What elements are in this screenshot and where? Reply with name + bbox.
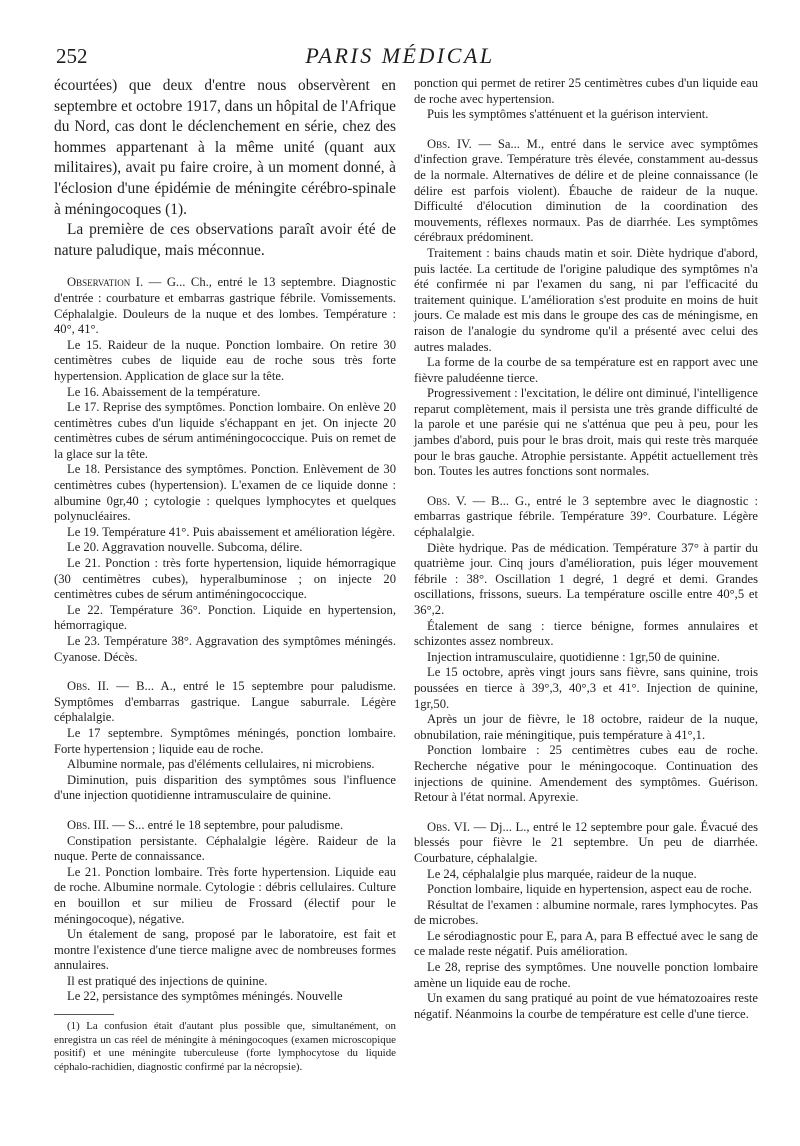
paragraph — [414, 76, 758, 107]
left-column-text — [54, 76, 396, 1005]
paragraph — [414, 882, 758, 898]
paragraph-text: Le 22, persistance des symptômes méningés. Nouvelle — [67, 989, 343, 1004]
paragraph — [414, 867, 758, 883]
paragraph-text: Le sérodiagnostic pour E, para A, para B effectué avec le sang de ce malade reste négatif. Puis amélioration. — [414, 928, 758, 959]
paragraph — [54, 540, 396, 556]
paragraph-text: Diète hydrique. Pas de médication. Température 37° à partir du quatrième jour. Cinq jours d'amélioration, puis léger mouvement fébrile : 38°. Oscillation 1 degré, 1 degré et demi. Grandes oscillations, frissons, sueurs. La température oscille entre 40°,5 et 36°,2. — [414, 540, 758, 617]
paragraph-text: Le 16. Abaissement de la température. — [67, 384, 261, 399]
journal-title: PARIS MÉDICAL — [305, 43, 495, 68]
paragraph — [414, 991, 758, 1022]
paragraph — [54, 76, 396, 220]
paragraph — [54, 679, 396, 726]
observation-heading: Obs. III. — [67, 817, 110, 832]
paragraph — [414, 743, 758, 805]
paragraph-text: Traitement : bains chauds matin et soir. Diète hydrique d'abord, puis lactée. La certitude de l'origine paludique des symptômes n'a été confirmée ni par l'examen du sang, ni par l'efficacité du traitement quinique. L'amélioration s'est produite en moins de huit jours. Ce malade est mis dans le groupe des cas de méningisme, en raison de l'analogie du syndrome qu'il a présenté avec celui des autres malades. — [414, 245, 758, 354]
paragraph-text: — Dj... L., entré le 12 septembre pour gale. Évacué des blessés pour fièvre le 21 septembre. Un peu de diarrhée. Courbature, céphalalgie. — [414, 819, 758, 865]
footnote-rule — [54, 1014, 114, 1015]
paragraph — [414, 541, 758, 619]
paragraph-text: Étalement de sang : tierce bénigne, formes annulaires et schizontes assez nombreux. — [414, 618, 758, 649]
paragraph — [54, 338, 396, 385]
paragraph — [54, 603, 396, 634]
paragraph — [414, 355, 758, 386]
paragraph-text: Progressivement : l'excitation, le délire ont diminué, l'intelligence reparut complètement, mais il persista une très grande difficulté de la parole et une parésie qui ne s'atténua que peu à peu, pour les jambes d'abord, puis pour le bras droit, mais qui reste très marquée pour le bras gauche. Atrophie persistante. Appétit actuellement très bon. Toutes les autres fonctions sont normales. — [414, 386, 758, 479]
paragraph-text: — G... Ch., entré le 13 septembre. Diagnostic d'entrée : courbature et embarras gastrique fébrile. Vomissements. Céphalalgie. Douleurs de la nuque et des lombes. Température : 40°, 41°. — [54, 275, 396, 337]
paragraph-text: — B... A., entré le 15 septembre pour paludisme. Symptômes d'embarras gastrique. Langue saburrale. Légère céphalalgie. — [54, 679, 397, 725]
paragraph — [414, 494, 758, 541]
paragraph-text: Le 23. Température 38°. Aggravation des symptômes méningés. Cyanose. Décès. — [54, 634, 396, 664]
paragraph — [54, 634, 396, 665]
paragraph — [54, 556, 396, 603]
paragraph — [54, 757, 396, 773]
right-column — [414, 76, 758, 1022]
paragraph-text: Le 15 octobre, après vingt jours sans fièvre, sans quinine, trois poussées en tierce à 39°,3, 40°,3 et 41°. Injection de quinine, 1gr,50. — [414, 665, 758, 711]
paragraph-text: Ponction lombaire, liquide en hypertension, aspect eau de roche. — [427, 882, 752, 897]
paragraph — [414, 820, 758, 867]
paragraph — [54, 385, 396, 401]
paragraph-text: Le 17. Reprise des symptômes. Ponction lombaire. On enlève 20 centimètres cubes d'un liquide s'échappant en jet. On injecte 20 centimètres cubes de sérum antiméningococcique. Puis on remet de la glace sur la tête. — [54, 400, 396, 461]
paragraph — [54, 275, 396, 337]
paragraph-text: Le 28, reprise des symptômes. Une nouvelle ponction lombaire amène un liquide eau de roche. — [414, 960, 758, 990]
paragraph-text: ponction qui permet de retirer 25 centimètres cubes d'un liquide eau de roche avec hypertension. — [414, 76, 758, 106]
paragraph — [54, 525, 396, 541]
paragraph — [414, 712, 758, 743]
paragraph — [54, 400, 396, 462]
paragraph — [54, 974, 396, 990]
paragraph — [414, 137, 758, 246]
paragraph — [414, 619, 758, 650]
paragraph-text: Résultat de l'examen : albumine normale, rares lymphocytes. Pas de microbes. — [414, 897, 758, 928]
paragraph — [414, 107, 758, 123]
paragraph — [54, 865, 396, 927]
observation-heading: Obs. II. — [67, 679, 110, 694]
paragraph-text: Le 22. Température 36°. Ponction. Liquide en hypertension, hémorragique. — [54, 602, 396, 633]
paragraph-text: Il est pratiqué des injections de quinine. — [67, 973, 268, 988]
paragraph — [414, 665, 758, 712]
paragraph — [414, 898, 758, 929]
observation-heading: Obs. IV. — [427, 136, 472, 151]
paragraph-text: Le 15. Raideur de la nuque. Ponction lombaire. On retire 30 centimètres cubes de liquide eau de roche sous très forte hypertension. Application de glace sur la tête. — [54, 337, 396, 383]
paragraph — [414, 386, 758, 480]
page-number: 252 — [56, 44, 88, 68]
paragraph — [54, 462, 396, 524]
paragraph — [414, 960, 758, 991]
paragraph-text: Le 21. Ponction lombaire. Très forte hypertension. Liquide eau de roche. Albumine normale. Cytologie : débris cellulaires. Culture en bouillon et sur milieu de Frossard (électif pour le méningocoque), négative. — [54, 864, 396, 926]
paragraph-text: Ponction lombaire : 25 centimètres cubes eau de roche. Recherche négative pour le méningocoque. Continuation des injections de quinine. Amendement des symptômes. Guérison. Retour à l'état normal. Apyrexie. — [414, 743, 758, 805]
paragraph-text: Un examen du sang pratiqué au point de vue hématozoaires reste négatif. Néanmoins la courbe de température est celle d'une tierce. — [414, 991, 758, 1021]
left-column — [54, 76, 396, 1074]
paragraph-text: — S... entré le 18 septembre, pour paludisme. — [109, 817, 344, 832]
paragraph-text: Diminution, puis disparition des symptômes sous l'influence d'une injection quotidienne intramusculaire de quinine. — [54, 772, 396, 803]
paragraph — [414, 246, 758, 355]
paragraph — [54, 818, 396, 834]
paragraph-text: Albumine normale, pas d'éléments cellulaires, ni microbiens. — [67, 757, 375, 772]
paragraph — [414, 650, 758, 666]
paragraph-text: Le 17 septembre. Symptômes méningés, ponction lombaire. Forte hypertension ; liquide eau de roche. — [54, 725, 396, 756]
paragraph — [54, 773, 396, 804]
observation-heading: Obs. V. — [427, 493, 467, 508]
paragraph — [54, 927, 396, 974]
paragraph — [54, 989, 396, 1005]
paragraph-text: Constipation persistante. Céphalalgie légère. Raideur de la nuque. Perte de connaissance. — [54, 833, 396, 864]
paragraph-text: La forme de la courbe de sa température est en rapport avec une fièvre paludéenne tierce. — [414, 355, 758, 385]
observation-heading: Obs. VI. — [427, 819, 471, 834]
paragraph-text: La première de ces observations paraît avoir été de nature paludique, mais méconnue. — [54, 221, 396, 259]
paragraph — [54, 834, 396, 865]
right-column-text — [414, 76, 758, 1022]
paragraph — [54, 220, 396, 261]
paragraph-text: — B... G., entré le 3 septembre avec le diagnostic : embarras gastrique fébrile. Température 39°. Courbature. Légère céphalalgie. — [414, 493, 758, 540]
paragraph — [414, 929, 758, 960]
paragraph-text: Le 24, céphalalgie plus marquée, raideur de la nuque. — [427, 866, 697, 881]
paragraph-text: Le 20. Aggravation nouvelle. Subcoma, délire. — [67, 540, 303, 555]
footnote: (1) La confusion était d'autant plus possible que, simultanément, on enregistra un cas réel de méningite à méningocoques (examen microscopique positif) et une méningite tuberculeuse (forte lymphocytose du liquide céphalo-rachidien, diagnostic confirmé par la nécropsie). — [54, 1020, 396, 1073]
paragraph-text: écourtées) que deux d'entre nous observèrent en septembre et octobre 1917, dans un hôpital de l'Afrique du Nord, cas dont le déclenchement en série, chez des hommes appartenant à la même unité (quant aux militaires), avait pu faire croire, à un moment donné, à l'éclosion d'une épidémie de méningite cérébro-spinale à méningocoques (1). — [54, 77, 396, 218]
paragraph-text: Après un jour de fièvre, le 18 octobre, raideur de la nuque, obnubilation, raie méningitique, puis température à 41°,1. — [414, 712, 758, 742]
paragraph-text: Le 21. Ponction : très forte hypertension, liquide hémorragique (30 centimètres cubes), hyperalbuminose ; on injecte 20 centimètres cubes de sérum antiméningococcique. — [54, 556, 396, 602]
paragraph-text: Injection intramusculaire, quotidienne : 1gr,50 de quinine. — [427, 649, 720, 664]
paragraph-text: Un étalement de sang, proposé par le laboratoire, est fait et montre l'existence d'une tierce maligne avec de nombreuses formes annulaires. — [54, 927, 396, 973]
paragraph-text: Le 18. Persistance des symptômes. Ponction. Enlèvement de 30 centimètres cubes (hypertension). L'examen de ce liquide donne : albumine 0gr,40 ; cytologie : quelques lymphocytes et quelques polynucléaires. — [54, 462, 396, 524]
observation-heading: Observation I. — [67, 275, 144, 290]
paragraph-text: Le 19. Température 41°. Puis abaissement et amélioration légère. — [67, 524, 396, 539]
paragraph — [54, 726, 396, 757]
paragraph-text: Puis les symptômes s'atténuent et la guérison intervient. — [427, 107, 709, 122]
paragraph-text: — Sa... M., entré dans le service avec symptômes d'infection grave. Température très élevée, constamment au-dessus de la normale. Alternatives de délire et de pleine connaissance (le délire est parfois violent). Ébauche de raideur de la nuque. Difficulté d'élocution diminution de la coordination des mouvements, réflexes normaux. Pas de diarrhée. Les symptômes cérébraux prédominent. — [414, 136, 759, 245]
